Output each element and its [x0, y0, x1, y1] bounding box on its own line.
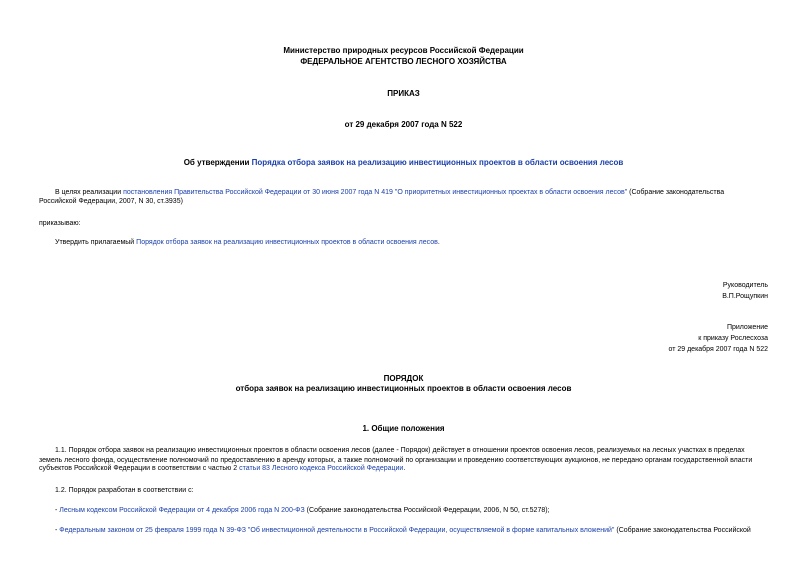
signature-name: В.П.Рощупкин [722, 293, 768, 300]
resolution-link[interactable]: постановления Правительства Российской Федерации от 30 июня 2007 года N 419 "О приоритетных инвестиционных проектах в области освоения лесов" [123, 189, 628, 196]
item2-dash: - [55, 527, 60, 534]
procedure-title: ПОРЯДОК [383, 374, 424, 383]
approve-text-end: . [437, 239, 440, 246]
forest-code-link[interactable]: Лесным кодексом Российской Федерации от 4 декабря 2006 года N 200-ФЗ [59, 507, 305, 514]
ministry-name: Министерство природных ресурсов Российской Федерации [283, 46, 524, 55]
title-prefix: Об утверждении [183, 158, 252, 167]
item1-dash: - [55, 507, 60, 514]
intro-text-start: В целях реализации [55, 189, 124, 196]
section-p1-line1: 1.1. Порядок отбора заявок на реализацию инвестиционных проектов в области освоения лесов (далее - Порядок) действует в отношении проектов освоения лесов, реализуемых на лесных участках в пределах [55, 447, 745, 454]
intro-line2: Российской Федерации, 2007, N 30, ст.3935) [39, 198, 183, 205]
doc-date-number: от 29 декабря 2007 года N 522 [344, 120, 463, 129]
approve-paragraph [55, 239, 440, 246]
procedure-subtitle: отбора заявок на реализацию инвестиционных проектов в области освоения лесов [235, 384, 572, 393]
appendix-to-order: к приказу Рослесхоза [698, 335, 768, 342]
signature-position: Руководитель [722, 282, 768, 289]
p1-line3-end: . [403, 465, 406, 472]
section-p2: 1.2. Порядок разработан в соответствии с: [55, 487, 194, 494]
procedure-link[interactable]: Порядок отбора заявок на реализацию инвестиционных проектов в области освоения лесов [136, 239, 438, 246]
title-link[interactable]: Порядка отбора заявок на реализацию инвестиционных проектов в области освоения лесов [251, 158, 624, 167]
appendix-label: Приложение [726, 324, 768, 331]
list-item [55, 507, 550, 514]
section-p1-line2: земель лесного фонда, осуществление полномочий по предоставлению в аренду которых, а также полномочий по организации и проведению соответствующих аукционов, не передано органам государственной власти [39, 457, 753, 464]
item2-end: (Собрание законодательства Российской [614, 527, 751, 534]
investment-law-link[interactable]: Федеральным законом от 25 февраля 1999 года N 39-ФЗ "Об инвестиционной деятельности в Российской Федерации, осуществляемой в форме капитальных вложений" [59, 527, 615, 534]
intro-text-end: (Собрание законодательства [627, 189, 725, 196]
approve-text-start: Утвердить прилагаемый [55, 239, 137, 246]
forest-code-article-link[interactable]: статьи 83 Лесного кодекса Российской Федерации [239, 465, 404, 472]
section-heading: 1. Общие положения [362, 424, 445, 433]
p1-line3-start: субъектов Российской Федерации в соответствии с частью 2 [39, 465, 240, 472]
page-title [0, 158, 807, 167]
intro-paragraph [39, 188, 767, 198]
section-p1-line3 [39, 465, 405, 472]
doc-type: ПРИКАЗ [387, 89, 420, 98]
item1-end: (Собрание законодательства Российской Федерации, 2006, N 50, ст.5278); [304, 507, 550, 514]
order-word: приказываю: [39, 220, 81, 227]
agency-name: ФЕДЕРАЛЬНОЕ АГЕНТСТВО ЛЕСНОГО ХОЗЯЙСТВА [300, 57, 507, 66]
list-item [55, 527, 751, 534]
appendix-date: от 29 декабря 2007 года N 522 [668, 346, 768, 353]
